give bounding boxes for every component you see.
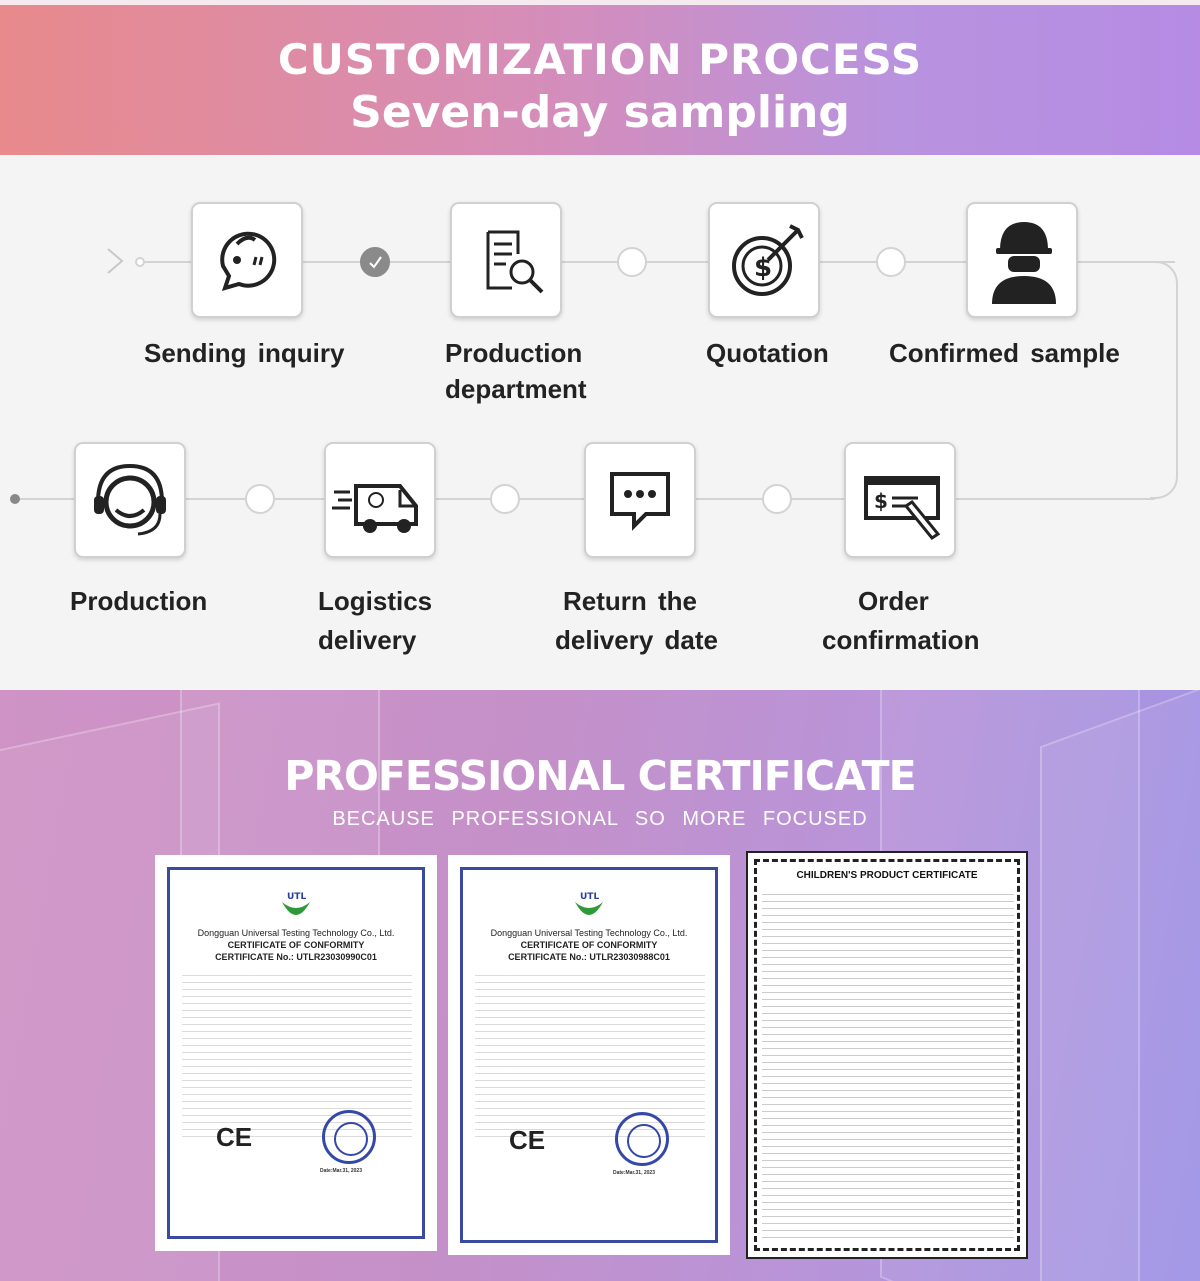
certificate-title: PROFESSIONAL CERTIFICATE <box>284 752 916 800</box>
step-sending-inquiry <box>191 202 303 318</box>
process-subtitle: Seven-day sampling <box>350 87 850 138</box>
cert1-ce-mark: CE <box>216 1122 253 1152</box>
step-confirmed-sample <box>966 202 1078 318</box>
message-dots-icon <box>586 444 694 556</box>
delivery-van-icon <box>326 444 434 556</box>
flow-start-node <box>135 257 145 267</box>
svg-text:$: $ <box>754 253 773 283</box>
step-node <box>876 247 906 277</box>
cert2-date: Date:Mar.31, 2023 <box>613 1170 655 1176</box>
step-return-delivery-date <box>584 442 696 558</box>
label-logistics-delivery-2: delivery <box>318 625 417 655</box>
cert1-company: Dongguan Universal Testing Technology Co., Ltd. <box>197 928 395 938</box>
cert2-body-text <box>475 972 705 1142</box>
cert1-seal <box>322 1110 376 1164</box>
cert2-ce-mark: CE <box>509 1125 546 1155</box>
step-node <box>617 247 647 277</box>
step-production <box>74 442 186 558</box>
step-node <box>490 484 520 514</box>
flow-end-node <box>10 494 20 504</box>
label-return-delivery-date-2: delivery date <box>555 625 718 655</box>
cert1-number: CERTIFICATE No.: UTLR23030990C01 <box>215 952 377 962</box>
label-logistics-delivery-1: Logistics <box>318 586 433 616</box>
step-production-department <box>450 202 562 318</box>
step-logistics-delivery <box>324 442 436 558</box>
check-icon <box>362 249 388 275</box>
process-title: CUSTOMIZATION PROCESS <box>277 35 923 84</box>
certificate-section <box>0 690 1200 1281</box>
label-production: Production <box>70 586 208 616</box>
step-quotation <box>708 202 820 318</box>
cert3-title: CHILDREN'S PRODUCT CERTIFICATE <box>796 870 978 881</box>
label-order-confirmation-2: confirmation <box>822 625 980 655</box>
label-sending-inquiry: Sending inquiry <box>144 338 345 368</box>
certificate-card-3 <box>746 851 1028 1259</box>
label-production-department-1: Production <box>445 338 583 368</box>
cert1-body-text <box>182 972 412 1142</box>
check-signing-icon <box>846 444 954 556</box>
label-quotation: Quotation <box>706 338 829 368</box>
arrow-right-icon <box>104 246 126 276</box>
label-return-delivery-date-1: Return the <box>563 586 697 616</box>
certificate-border <box>460 867 718 1243</box>
certificate-card-2 <box>448 855 730 1255</box>
step-order-confirmation <box>844 442 956 558</box>
cert2-seal <box>615 1112 669 1166</box>
headset-support-icon <box>76 444 184 556</box>
cert2-number: CERTIFICATE No.: UTLR23030988C01 <box>508 952 670 962</box>
document-search-icon <box>452 204 560 316</box>
utl-logo-text: UTL <box>287 892 307 902</box>
utl-logo-text: UTL <box>580 892 600 902</box>
cert2-title: CERTIFICATE OF CONFORMITY <box>520 940 658 950</box>
utl-logo-icon <box>278 888 314 924</box>
utl-logo-icon <box>571 888 607 924</box>
worker-helmet-icon <box>968 204 1076 316</box>
target-dollar-icon <box>710 204 818 316</box>
flow-connector-turn <box>1150 261 1178 499</box>
step-node <box>245 484 275 514</box>
certificate-card-1 <box>155 855 437 1251</box>
step-complete-node <box>360 247 390 277</box>
cert2-company: Dongguan Universal Testing Technology Co., Ltd. <box>490 928 688 938</box>
label-order-confirmation-1: Order <box>858 586 929 616</box>
process-header-banner <box>0 0 1200 155</box>
label-confirmed-sample: Confirmed sample <box>889 338 1120 368</box>
step-node <box>762 484 792 514</box>
certificate-subtitle: BECAUSE PROFESSIONAL SO MORE FOCUSED <box>332 808 868 830</box>
certificate-border <box>167 867 425 1239</box>
cert1-date: Date:Mar.31, 2023 <box>320 1168 362 1174</box>
cert1-title: CERTIFICATE OF CONFORMITY <box>227 940 365 950</box>
svg-text:$: $ <box>874 489 888 513</box>
cert3-body-text <box>762 891 1014 1241</box>
process-flow <box>0 155 1200 690</box>
chat-bubble-icon <box>193 204 301 316</box>
label-production-department-2: department <box>445 374 587 404</box>
